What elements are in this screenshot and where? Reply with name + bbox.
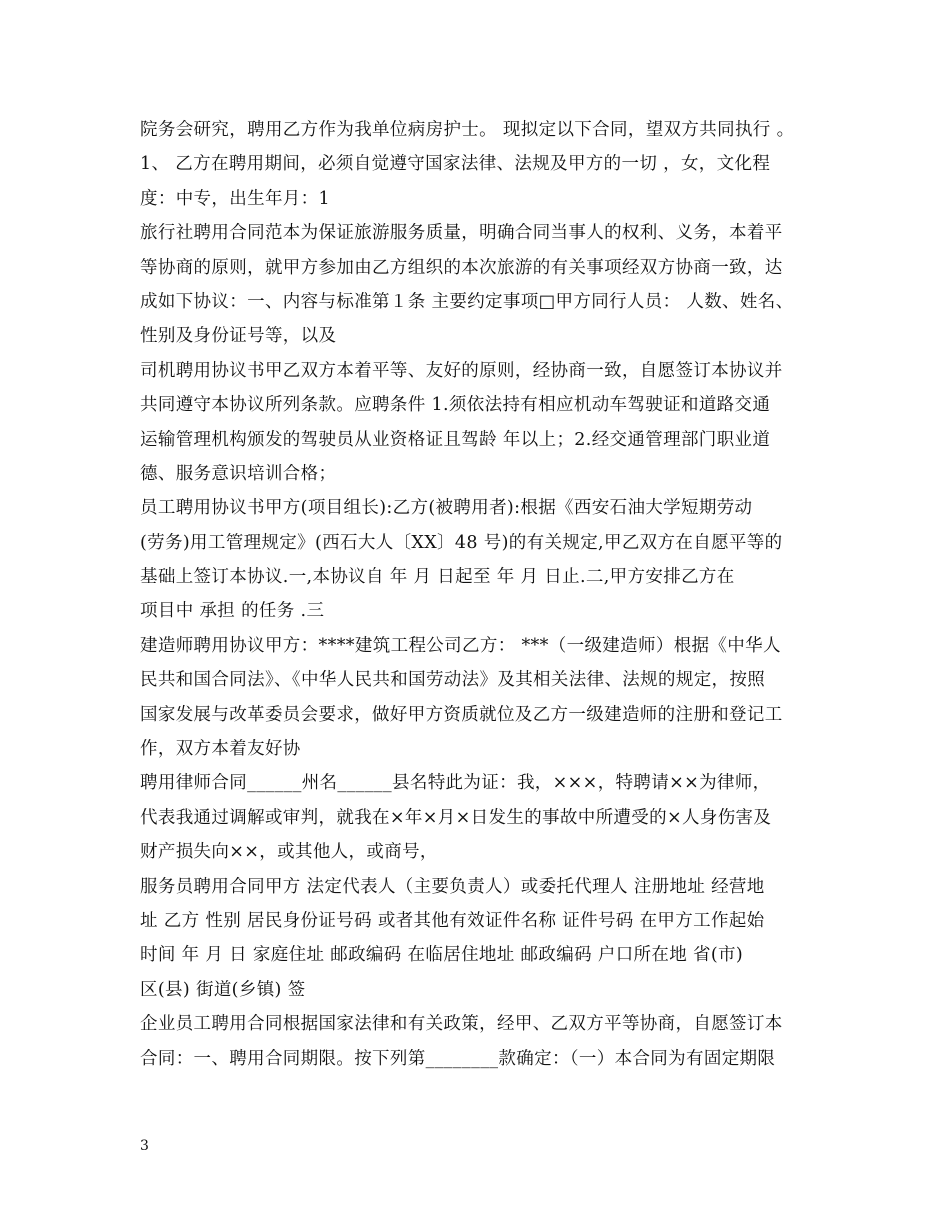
text-line: 度：中专，出生年月：1 [140, 188, 330, 209]
text-line: 址 乙方 性别 居民身份证号码 或者其他有效证件名称 证件号码 在甲方工作起始 [140, 910, 765, 931]
text-line: 运输管理机构颁发的驾驶员从业资格证且驾龄 年以上；2.经交通管理部门职业道 [140, 429, 771, 450]
text-line: 共同遵守本协议所列条款。应聘条件 1.须依法持有相应机动车驾驶证和道路交通 [140, 395, 771, 416]
text-line: 企业员工聘用合同根据国家法律和有关政策，经甲、乙双方平等协商，自愿签订本 [140, 1014, 783, 1035]
text-line: 项目中 承担 的任务 .三 [140, 601, 325, 622]
document-body [140, 113, 830, 1076]
text-line: 国家发展与改革委员会要求，做好甲方资质就位及乙方一级建造师的注册和登记工 [140, 704, 783, 725]
text-line: 时间 年 月 日 家庭住址 邮政编码 在临居住地址 邮政编码 户口所在地 省(市) [140, 945, 744, 966]
text-line: 成如下协议：一、内容与标准第１条 主要约定事项□甲方同行人员： 人数、姓名、 [140, 291, 794, 312]
text-line: 财产损失向××，或其他人，或商号， [140, 842, 438, 863]
text-line: 基础上签订本协议.一,本协议自 年 月 日起至 年 月 日止.二,甲方安排乙方在 [140, 567, 735, 588]
text-line: 司机聘用协议书甲乙双方本着平等、友好的原则，经协商一致，自愿签订本协议并 [140, 360, 783, 381]
text-line: 作，双方本着友好协 [140, 739, 301, 760]
text-line: 旅行社聘用合同范本为保证旅游服务质量，明确合同当事人的权利、义务，本着平 [140, 223, 783, 244]
text-line: (劳务)用工管理规定》(西石大人〔XX〕48 号)的有关规定,甲乙双方在自愿平等的 [140, 532, 783, 553]
text-line: 员工聘用协议书甲方(项目组长):乙方(被聘用者):根据《西安石油大学短期劳动 [140, 498, 753, 519]
page-number: 3 [140, 1138, 149, 1154]
text-line: 1、 乙方在聘用期间，必须自觉遵守国家法律、法规及甲方的一切 ，女，文化程 [140, 154, 771, 175]
text-line: 性别及身份证号等，以及 [140, 326, 337, 347]
text-line: 区(县) 街道(乡镇) 签 [140, 979, 306, 1000]
text-line: 建造师聘用协议甲方：****建筑工程公司乙方： ***（一级建造师）根据《中华人 [140, 635, 781, 656]
text-line: 聘用律师合同______州名______县名特此为证：我，×××，特聘请××为律师， [140, 773, 771, 794]
text-line: 院务会研究，聘用乙方作为我单位病房护士。 现拟定以下合同，望双方共同执行 。 [140, 120, 795, 140]
text-line: 服务员聘用合同甲方 法定代表人（主要负责人）或委托代理人 注册地址 经营地 [140, 876, 765, 897]
text-line: 代表我通过调解或审判，就我在×年×月×日发生的事故中所遭受的×人身伤害及 [140, 807, 772, 828]
text-line: 等协商的原则，就甲方参加由乙方组织的本次旅游的有关事项经双方协商一致，达 [140, 257, 783, 278]
text-line: 合同：一、聘用合同期限。按下列第________款确定：（一）本合同为有固定期限 [140, 1048, 776, 1069]
text-line: 民共和国合同法》、《中华人民共和国劳动法》及其相关法律、法规的规定，按照 [140, 670, 766, 691]
text-line: 德、服务意识培训合格； [140, 463, 337, 484]
